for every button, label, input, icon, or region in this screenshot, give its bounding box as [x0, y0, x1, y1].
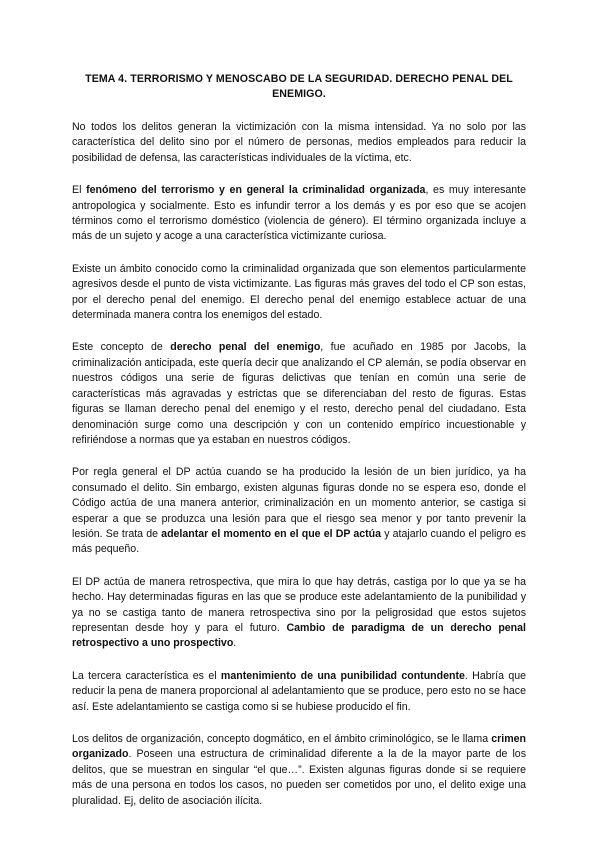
paragraph-text: El	[72, 184, 87, 197]
paragraph-5	[72, 465, 526, 557]
paragraph-text: La tercera característica es el	[72, 669, 221, 682]
paragraph-6	[72, 575, 526, 652]
document-title: TEMA 4. TERRORISMO Y MENOSCABO DE LA SEGURIDAD. DERECHO PENAL DEL ENEMIGO.	[85, 73, 513, 100]
paragraph-text: y atajarlo cuando el peligro es más pequeño.	[72, 527, 526, 556]
paragraph-emphasis: adelantar el momento en el que el DP actúa	[161, 527, 382, 540]
paragraph-emphasis: fenómeno del terrorismo y en general la criminalidad organizada	[86, 184, 426, 197]
document-page	[72, 72, 526, 826]
paragraph-8	[72, 732, 526, 809]
paragraph-text: , fue acuñado en 1985 por Jacobs, la criminalización anticipada, este quería decir que analizando el CP alemán, se podía observar en nuestros códigos una serie de figuras delictivas que tenían en común una serie de características más agravadas y estrictas que se diferenciaban del resto de figuras. Estas figuras se llaman derecho penal del enemigo y el resto, derecho penal del ciudadano. Esta denominación surge como una descripción y con un contenido empírico incuestionable y refiriéndose a normas que ya estaban en nuestros códigos.	[72, 341, 527, 446]
paragraph-text: .	[233, 637, 237, 650]
paragraph-text: . Poseen una estructura de criminalidad diferente a la de la mayor parte de los delitos, que se muestran en singular “el que…”. Existen algunas figuras donde si se requiere más de una persona en todos los casos, no pueden ser cometidos por uno, el delito exige una pluralidad. Ej, delito de asociación ilícita.	[72, 748, 526, 807]
paragraph-emphasis: mantenimiento de una punibilidad contundente	[220, 669, 465, 682]
paragraph-emphasis: Cambio de paradigma de un derecho penal retrospectivo a uno prospectivo	[72, 621, 526, 650]
paragraph-text: El DP actúa de manera retrospectiva, que mira lo que hay detrás, castiga por lo que ya se ha hecho. Hay determinadas figuras en las que se produce este adelantamiento de la punibilidad y ya no se castiga tanto de manera retrospectiva sino por la peligrosidad que estos sujetos representan desde hoy y para el futuro.	[72, 575, 526, 634]
paragraph-3	[72, 262, 526, 324]
paragraph-text: Existe un ámbito conocido como la criminalidad organizada que son elementos particularmente agresivos desde el punto de vista victimizante. Las figuras más graves del todo el CP son estas, por el derecho penal del enemigo. El derecho penal del enemigo establece actuar de una determinada manera contra los enemigos del estado.	[72, 262, 526, 322]
paragraph-4	[72, 340, 526, 448]
paragraph-1	[72, 120, 526, 166]
paragraph-text: No todos los delitos generan la victimización con la misma intensidad. Ya no solo por las característica del delito sino por el número de personas, medios empleados para reducir la posibilidad de defensa, las características individuales de la víctima, etc.	[72, 121, 526, 164]
paragraph-7	[72, 669, 526, 715]
paragraph-text: , es muy interesante antropologica y socialmente. Esto es infundir terror a los demás y es por eso que se acojen términos como el terrorismo doméstico (violencia de género). El término organizada incluye a más de un sujeto y acoge a una característica victimizante curiosa.	[72, 184, 526, 243]
paragraph-text: Este concepto de	[72, 341, 171, 354]
paragraph-text: Por regla general el DP actúa cuando se ha producido la lesión de un bien jurídico, ya ha consumado el delito. Sin embargo, existen algunas figuras donde no se espera eso, donde el Código actúa de una manera anterior, criminalización en un momento anterior, se castiga si esperar a que se produzca una lesión para que el riesgo sea menor y por tanto prevenir la lesión. Se trata de	[72, 466, 526, 540]
paragraph-text: Los delitos de organización, concepto dogmático, en el ámbito criminológico, se le llama	[72, 733, 492, 745]
paragraph-emphasis: derecho penal del enemigo	[170, 341, 321, 354]
paragraph-text: . Habría que reducir la pena de manera proporcional al adelantamiento que se produce, pero esto no se hace así. Este adelantamiento se castiga como si se hubiese producido el fin.	[72, 669, 526, 713]
paragraph-emphasis: crimen organizado	[72, 733, 526, 761]
paragraph-2	[72, 183, 526, 245]
